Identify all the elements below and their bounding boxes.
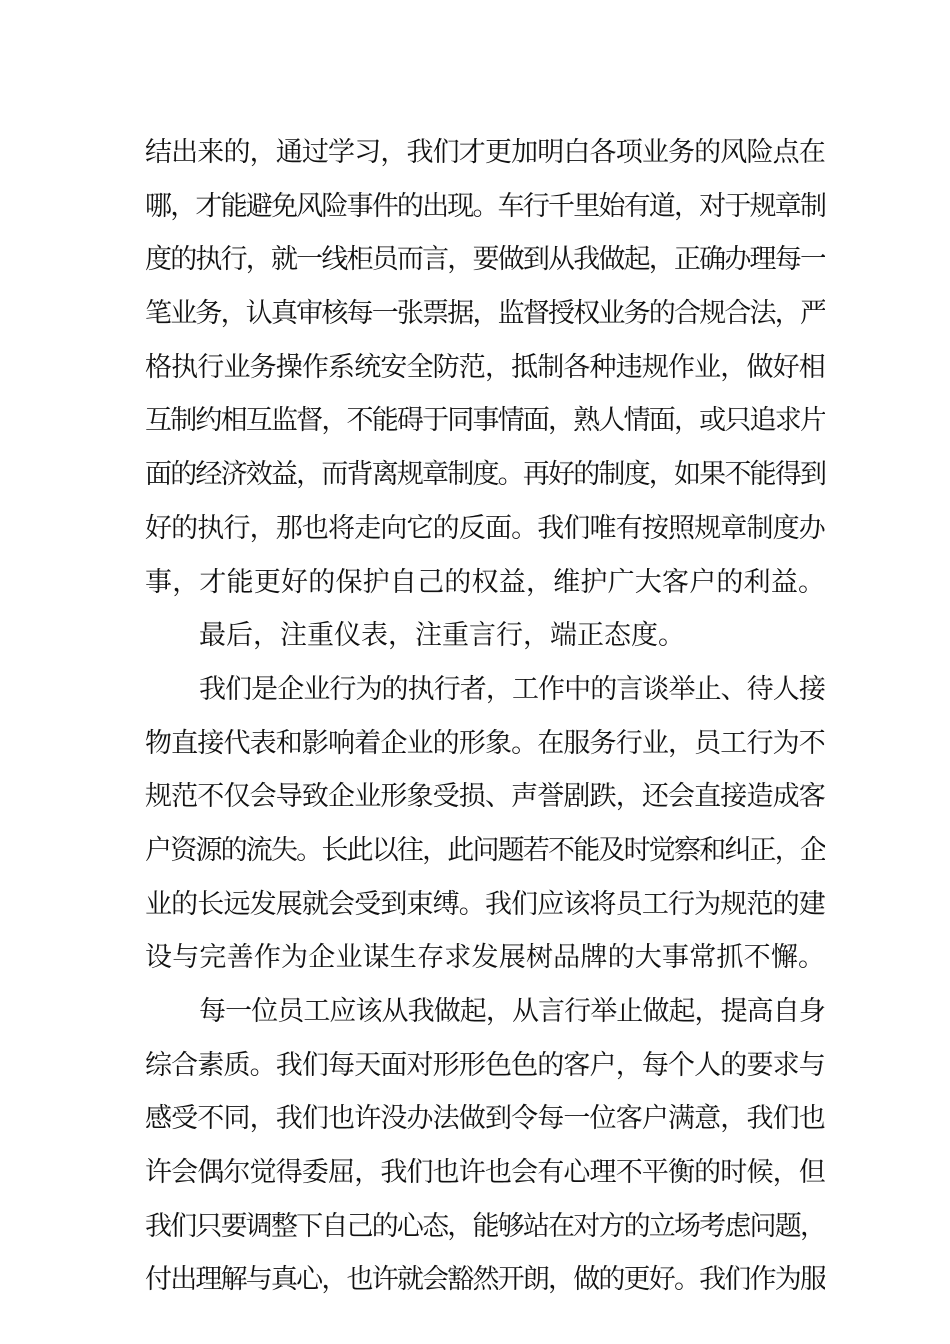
text-line: 面的经济效益，而背离规章制度。再好的制度，如果不能得到	[145, 459, 825, 491]
text-line: 哪，才能避免风险事件的出现。车行千里始有道，对于规章制	[145, 190, 825, 222]
text-line: 设与完善作为企业谋生存求发展树品牌的大事常抓不懈。	[145, 942, 825, 974]
text-line: 物直接代表和影响着企业的形象。在服务行业，员工行为不	[145, 727, 825, 759]
text-line: 业的长远发展就会受到束缚。我们应该将员工行为规范的建	[145, 888, 825, 920]
text-line: 综合素质。我们每天面对形形色色的客户，每个人的要求与	[145, 1049, 825, 1081]
text-line: 我们只要调整下自己的心态，能够站在对方的立场考虑问题，	[145, 1210, 825, 1242]
text-line: 格执行业务操作系统安全防范，抵制各种违规作业，做好相	[145, 351, 825, 383]
text-line: 好的执行，那也将走向它的反面。我们唯有按照规章制度办	[145, 512, 825, 544]
text-line: 我们是企业行为的执行者，工作中的言谈举止、待人接	[199, 673, 825, 705]
text-line: 事，才能更好的保护自己的权益，维护广大客户的利益。	[145, 566, 825, 598]
body-text	[145, 126, 825, 1307]
text-line: 户资源的流失。长此以往，此问题若不能及时觉察和纠正，企	[145, 834, 825, 866]
text-line: 规范不仅会导致企业形象受损、声誉剧跌，还会直接造成客	[145, 781, 825, 813]
text-line: 笔业务，认真审核每一张票据，监督授权业务的合规合法，严	[145, 298, 825, 330]
text-line: 付出理解与真心，也许就会豁然开朗，做的更好。我们作为服	[145, 1264, 825, 1296]
text-line: 度的执行，就一线柜员而言，要做到从我做起，正确办理每一	[145, 244, 825, 276]
text-line: 互制约相互监督，不能碍于同事情面，熟人情面，或只追求片	[145, 405, 825, 437]
text-line: 结出来的，通过学习，我们才更加明白各项业务的风险点在	[145, 137, 825, 168]
text-line: 感受不同，我们也许没办法做到令每一位客户满意，我们也	[145, 1103, 825, 1135]
text-line: 许会偶尔觉得委屈，我们也许也会有心理不平衡的时候，但	[145, 1157, 825, 1189]
text-line: 最后，注重仪表，注重言行，端正态度。	[199, 620, 685, 652]
text-line: 每一位员工应该从我做起，从言行举止做起，提高自身	[199, 996, 825, 1027]
